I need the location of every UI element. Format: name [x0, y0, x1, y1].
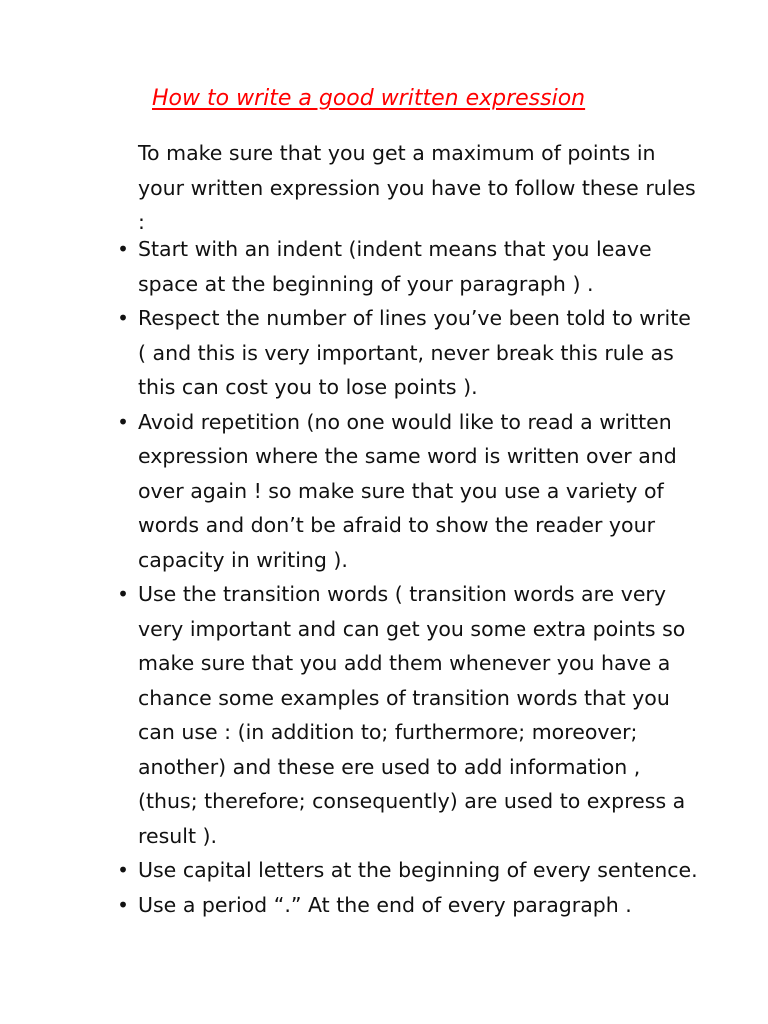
- rule-text: Respect the number of lines you’ve been told to write ( and this is very important, never break this rule as this can cost you to lose points ).: [138, 306, 691, 399]
- rule-text: Use a period “.” At the end of every paragraph .: [138, 892, 632, 917]
- rule-item: [117, 888, 698, 923]
- rule-text: Avoid repetition (no one would like to read a written expression where the same word is written over and over again ! so make sure that you use a variety of words and don’t be afraid to show the reader your capacity in writing ).: [138, 409, 677, 572]
- bullet-icon: •: [117, 409, 129, 434]
- bullet-icon: •: [117, 306, 129, 330]
- bullet-icon: •: [117, 237, 129, 261]
- rule-text: Start with an indent (indent means that you leave space at the beginning of your paragraph ) .: [138, 237, 652, 296]
- rule-item: [117, 853, 698, 888]
- bullet-icon: •: [117, 858, 129, 882]
- rule-item: [117, 301, 698, 405]
- bullet-icon: •: [117, 582, 129, 606]
- intro-paragraph: To make sure that you get a maximum of points in your written expression you have to follow these rules :: [138, 141, 696, 234]
- rule-item: [117, 405, 698, 578]
- rule-text: Use capital letters at the beginning of every sentence.: [138, 858, 698, 882]
- document-title: How to write a good written expression: [152, 86, 586, 111]
- bullet-icon: •: [117, 892, 129, 917]
- rule-item: [117, 577, 698, 853]
- rule-item: [117, 232, 698, 301]
- rule-text: Use the transition words ( transition words are very very important and can get you some extra points so make sure that you add them whenever you have a chance some examples of transition words that you can use : (in addition to; furthermore; moreover; another) and these ere used to add information , (thus; therefore; consequently) are used to express a result ).: [138, 582, 686, 848]
- rules-list: [117, 232, 698, 922]
